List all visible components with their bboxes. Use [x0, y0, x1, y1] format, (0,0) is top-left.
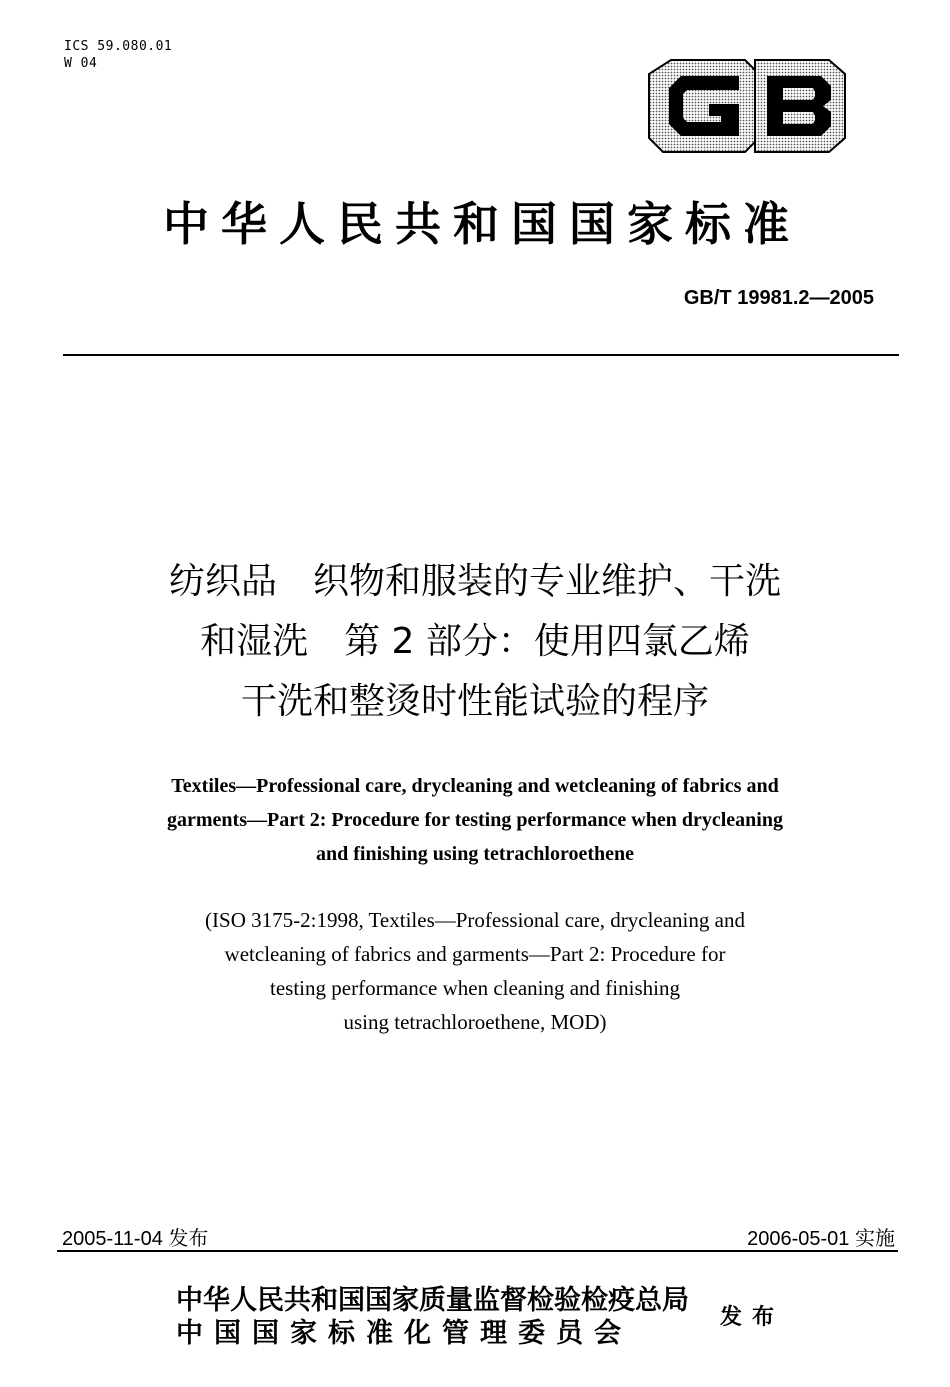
gb-logo: [643, 56, 853, 156]
classification-codes: [64, 38, 172, 72]
issue-date: 2005-11-04 发布: [62, 1228, 209, 1250]
effective-date: 2006-05-01 实施: [747, 1228, 895, 1250]
english-title-line1: Textiles—Professional care, drycleaning and wetcleaning of fabrics and: [171, 775, 779, 797]
chinese-title-line3: 干洗和整烫时性能试验的程序: [240, 681, 709, 722]
iso-reference-line1: (ISO 3175-2:1998, Textiles—Professional care, drycleaning and: [205, 908, 745, 932]
iso-reference: [0, 903, 950, 1039]
issuing-organizations: [176, 1284, 689, 1350]
national-standard-heading: 中华人民共和国国家标准: [163, 197, 801, 251]
english-title-line3: and finishing using tetrachloroethene: [316, 843, 634, 865]
iso-reference-line4: using tetrachloroethene, MOD): [343, 1010, 607, 1034]
footer-divider: [57, 1250, 898, 1252]
iso-reference-line3: testing performance when cleaning and finishing: [270, 976, 680, 1000]
standard-number: GB/T 19981.2—2005: [683, 287, 874, 309]
english-title-line2: garments—Part 2: Procedure for testing performance when drycleaning: [167, 809, 783, 831]
ics-code: ICS 59.080.01: [64, 39, 173, 54]
english-title: [0, 769, 950, 871]
iso-reference-line2: wetcleaning of fabrics and garments—Part 2: Procedure for: [224, 942, 726, 966]
chinese-title: [0, 552, 950, 732]
issue-label: 发布: [720, 1304, 785, 1330]
chinese-title-line1: 纺织品 织物和服装的专业维护、干洗: [168, 561, 781, 602]
issuer-sac: 中国国家标准化管理委员会: [176, 1318, 632, 1349]
issuer-aqsiq: 中华人民共和国国家质量监督检验检疫总局: [176, 1285, 689, 1316]
header-divider: [63, 354, 899, 356]
chinese-title-line2: 和湿洗 第 2 部分：使用四氯乙烯: [200, 621, 750, 662]
ccs-code: W 04: [64, 56, 98, 71]
